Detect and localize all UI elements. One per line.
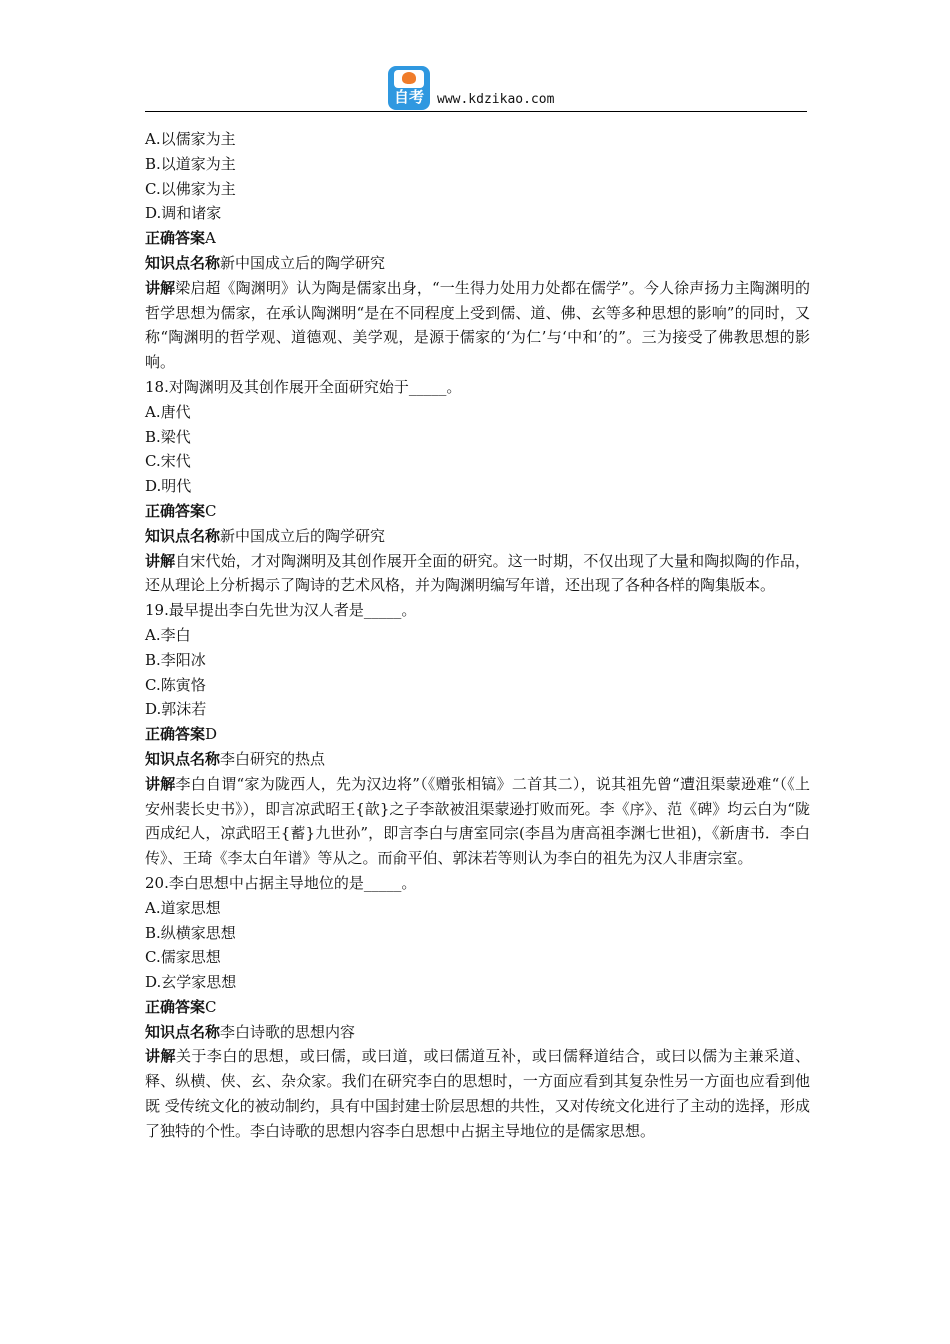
zikao-logo-icon: [388, 66, 430, 110]
knowledge-point-line: [145, 524, 810, 549]
knowledge-point-line: [145, 1020, 810, 1045]
option-d: D.明代: [145, 477, 192, 496]
knowledge-point-line: [145, 251, 810, 276]
site-url: www.kdzikao.com: [437, 92, 555, 107]
question-text: 18.对陶渊明及其创作展开全面研究始于_____。: [145, 377, 462, 396]
option-b: B.纵横家思想: [145, 923, 236, 942]
question-block: [145, 598, 810, 871]
question-text: 19.最早提出李白先世为汉人者是_____。: [145, 601, 417, 620]
knowledge-point-value: 新中国成立后的陶学研究: [220, 253, 386, 272]
option-c: C.以佛家为主: [145, 179, 236, 198]
question-block: [145, 375, 810, 598]
answer-line: [145, 499, 810, 524]
answer-line: [145, 226, 810, 251]
knowledge-point-value: 新中国成立后的陶学研究: [220, 526, 386, 545]
explanation: [145, 549, 810, 599]
answer-value: C: [205, 997, 217, 1016]
answer-value: C: [205, 501, 217, 520]
option-d: D.调和诸家: [145, 204, 222, 223]
logo-text: 自考: [393, 88, 424, 106]
question-block: [145, 871, 810, 1144]
option-d: D.郭沫若: [145, 700, 207, 719]
knowledge-point-value: 李白研究的热点: [220, 749, 326, 768]
knowledge-point-value: 李白诗歌的思想内容: [220, 1022, 356, 1041]
option-c: C.陈寅恪: [145, 675, 206, 694]
knowledge-point-line: [145, 747, 810, 772]
explanation-label: 讲解: [145, 774, 176, 793]
explanation-label: 讲解: [145, 551, 176, 570]
option-c: C.宋代: [145, 452, 191, 471]
question-block: [145, 127, 810, 375]
answer-label: 正确答案: [145, 997, 206, 1016]
option-b: B.李阳冰: [145, 650, 206, 669]
option-d: D.玄学家思想: [145, 973, 237, 992]
knowledge-point-label: 知识点名称: [145, 749, 221, 768]
explanation-text: 关于李白的思想，或曰儒，或曰道，或曰儒道互补，或曰儒释道结合，或曰以儒为主兼采道、释、纵横、侠、玄、杂众家。我们在研究李白的思想时，一方面应看到其复杂性另一方面也应看到他既 受传统文化的被动制约，具有中国封建士阶层思想的共性，又对传统文化进行了主动的选择，形成了独特的个性。李白诗歌的思想内容李白思想中占据主导地位的是儒家思想。: [145, 1047, 810, 1140]
document-body: [145, 127, 810, 1144]
explanation-text: 梁启超《陶渊明》认为陶是儒家出身，“一生得力处用力处都在儒学”。今人徐声扬力主陶渊明的哲学思想为儒家，在承认陶渊明“是在不同程度上受到儒、道、佛、玄等多种思想的影响”的同时，又称“陶渊明的哲学观、道德观、美学观，是源于儒家的‘为仁’与‘中和’的”。三为接受了佛教思想的影响。: [145, 278, 810, 372]
answer-value: A: [205, 229, 216, 248]
option-b: B.梁代: [145, 427, 191, 446]
knowledge-point-label: 知识点名称: [145, 526, 221, 545]
question-text: 20.李白思想中占据主导地位的是_____。: [145, 873, 417, 892]
answer-line: [145, 722, 810, 747]
answer-label: 正确答案: [145, 229, 206, 248]
explanation-label: 讲解: [145, 278, 176, 297]
answer-line: [145, 995, 810, 1020]
answer-label: 正确答案: [145, 725, 206, 744]
option-a: A.道家思想: [145, 898, 221, 917]
option-a: A.以儒家为主: [145, 130, 236, 148]
explanation: [145, 1044, 810, 1143]
option-a: A.唐代: [145, 402, 191, 421]
option-a: A.李白: [145, 625, 191, 644]
explanation-text: 李白自谓“家为陇西人，先为汉边将”（《赠张相镐》二首其二），说其祖先曾“遭沮渠蒙逊难“（《上安州裴长史书》），即言凉武昭王{歆}之子李歆被沮渠蒙逊打败而死。李《序》、范《碑》均云白为“陇西成纪人，凉武昭王{蓄}九世孙”，即言李白与唐室同宗(李昌为唐高祖李渊七世祖)，《新唐书．李白传》、王琦《李太白年谱》等从之。而俞平伯、郭沫若等则认为李白的祖先为汉人非唐宗室。: [145, 774, 810, 868]
knowledge-point-label: 知识点名称: [145, 1022, 221, 1041]
explanation-text: 自宋代始，才对陶渊明及其创作展开全面的研究。这一时期，不仅出现了大量和陶拟陶的作品，还从理论上分析揭示了陶诗的艺术风格，并为陶渊明编写年谱，还出现了各种各样的陶集版本。: [145, 551, 810, 595]
answer-label: 正确答案: [145, 501, 206, 520]
answer-value: D: [205, 725, 218, 744]
explanation: [145, 772, 810, 871]
explanation: [145, 276, 810, 375]
header-divider: [145, 111, 807, 112]
option-b: B.以道家为主: [145, 154, 236, 173]
knowledge-point-label: 知识点名称: [145, 253, 221, 272]
explanation-label: 讲解: [145, 1047, 176, 1066]
option-c: C.儒家思想: [145, 948, 221, 967]
page-header: [145, 62, 807, 114]
